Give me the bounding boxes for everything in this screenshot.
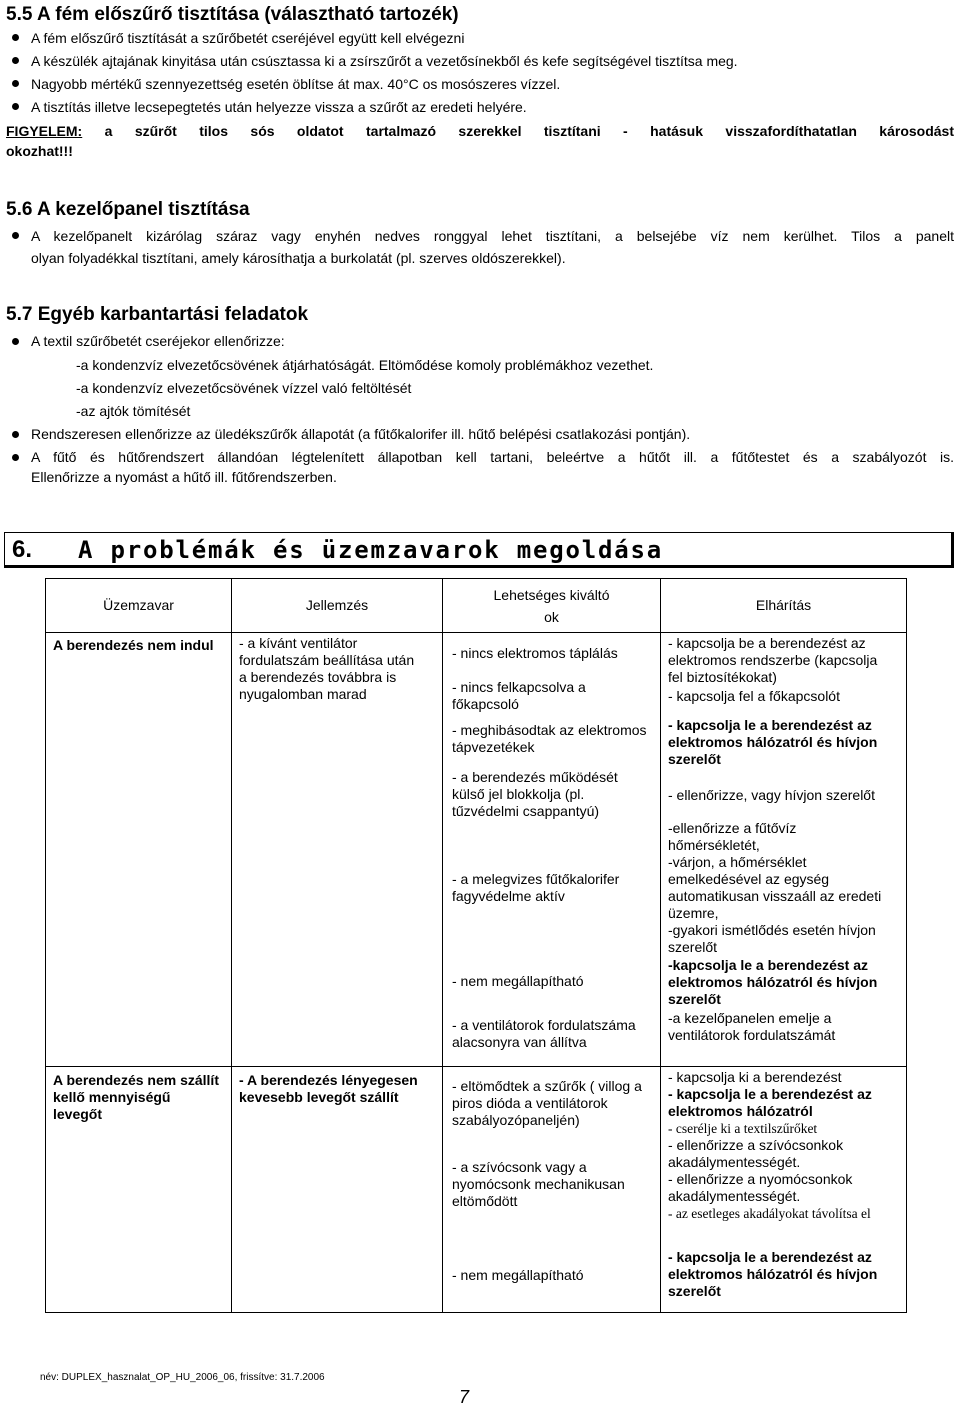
cause-text-line: - nem megállapítható bbox=[452, 973, 584, 989]
fix-text-line: elektromos hálózatról bbox=[668, 1103, 813, 1119]
cause-text bbox=[452, 1267, 584, 1284]
header-uzemzavar: Üzemzavar bbox=[103, 597, 174, 613]
fix-text-line: szerelőt bbox=[668, 751, 721, 767]
fix-text-line: szerelőt bbox=[668, 1283, 721, 1299]
table-row bbox=[46, 633, 907, 1067]
fix-text-line: hőmérsékletét, bbox=[668, 837, 760, 853]
section-6-heading-box bbox=[4, 532, 954, 568]
description-text-line: - A berendezés lényegesen bbox=[239, 1072, 418, 1088]
cause-text-line: főkapcsoló bbox=[452, 696, 519, 712]
s57-sub-item-1: -a kondenzvíz elvezetőcsövének átjárhatóságát. Eltömődése komoly problémákhoz vezethet. bbox=[76, 357, 654, 373]
fault-text-line: A berendezés nem szállít bbox=[53, 1072, 219, 1088]
fix-text-line: elektromos hálózatról és hívjon bbox=[668, 734, 878, 750]
header-jellemzes: Jellemzés bbox=[305, 597, 369, 613]
fix-text-line: akadálymentességét. bbox=[668, 1188, 801, 1204]
cause-text-line: szabályozópaneljén) bbox=[452, 1112, 580, 1128]
header-cell bbox=[232, 579, 443, 633]
fix-text bbox=[668, 1137, 871, 1222]
section-5-5-heading: 5.5 A fém előszűrő tisztítása (választható tartozék) bbox=[6, 4, 459, 25]
fault-text-line: levegőt bbox=[53, 1106, 103, 1122]
fault-cell bbox=[46, 633, 232, 1067]
fix-text-line: -kapcsolja le a berendezést az bbox=[668, 957, 868, 973]
table-header-row bbox=[46, 579, 907, 633]
cause-text-line: alacsonyra van állítva bbox=[452, 1034, 587, 1050]
cause-text bbox=[452, 645, 618, 662]
table-row bbox=[46, 1067, 907, 1313]
fix-text-line: - ellenőrizze a szívócsonkok bbox=[668, 1137, 844, 1153]
cause-text bbox=[452, 679, 586, 713]
cause-cell bbox=[443, 1067, 661, 1313]
cause-text-line: tűzvédelmi csappantyú) bbox=[452, 803, 600, 819]
bullet-icon bbox=[12, 232, 19, 239]
fix-cell bbox=[661, 1067, 907, 1313]
fix-text bbox=[668, 635, 877, 686]
fix-text-line: - kapcsolja be a berendezést az bbox=[668, 635, 866, 651]
s57-sub-item-3: -az ajtók tömítését bbox=[76, 403, 191, 419]
fix-text-line: automatikusan visszaáll az eredeti bbox=[668, 888, 882, 904]
cause-text-line: fagyvédelme aktív bbox=[452, 888, 565, 904]
s56-text-line-2: olyan folyadékkal tisztítani, amely károsíthatja a burkolatát (pl. szerves oldószerekkel). bbox=[31, 250, 566, 266]
description-text-line: kevesebb levegőt szállít bbox=[239, 1089, 399, 1105]
bullet-icon bbox=[12, 431, 19, 438]
troubleshooting-table bbox=[45, 578, 907, 1313]
warning-text: a szűrőt tilos sós oldatot tartalmazó szerekkel tisztítani - hatásuk visszafordíthatatlan károsodást bbox=[104, 123, 954, 139]
cause-text-line: - eltömődtek a szűrők ( villog a bbox=[452, 1078, 642, 1094]
cause-text-line: - meghibásodtak az elektromos bbox=[452, 722, 647, 738]
s57-bullet-2: Rendszeresen ellenőrizze az üledékszűrők állapotát (a fűtőkalorifer ill. hűtő belépési csatlakozási pontján). bbox=[31, 426, 691, 442]
fix-text bbox=[668, 787, 875, 804]
fix-text bbox=[668, 688, 840, 705]
fix-text-line: - ellenőrizze, vagy hívjon szerelőt bbox=[668, 787, 875, 803]
cause-text bbox=[452, 1017, 636, 1051]
fix-text bbox=[668, 1010, 835, 1044]
header-cell bbox=[661, 579, 907, 633]
cause-text-line: nyomócsonk mechanikusan bbox=[452, 1176, 625, 1192]
description-text bbox=[239, 635, 414, 703]
bullet-icon bbox=[12, 103, 19, 110]
cause-text-line: - nincs elektromos táplálás bbox=[452, 645, 618, 661]
cause-text-line: - nem megállapítható bbox=[452, 1267, 584, 1283]
fix-text-line: - kapcsolja fel a főkapcsolót bbox=[668, 688, 840, 704]
section-5-6-heading: 5.6 A kezelőpanel tisztítása bbox=[6, 199, 250, 220]
section-6-number: 6. bbox=[12, 536, 33, 563]
cause-text bbox=[452, 973, 584, 990]
cause-text-line: - a szívócsonk vagy a bbox=[452, 1159, 587, 1175]
s55-bullet-4: A tisztítás illetve lecsepegtetés után helyezze vissza a szűrőt az eredeti helyére. bbox=[31, 99, 527, 115]
fix-text-line: emelkedésével az egység bbox=[668, 871, 830, 887]
description-text bbox=[239, 1072, 418, 1106]
cause-text bbox=[452, 722, 647, 756]
fault-text: A berendezés nem indul bbox=[53, 637, 214, 653]
fix-text bbox=[668, 1249, 877, 1300]
cause-text-line: piros dióda a ventilátorok bbox=[452, 1095, 608, 1111]
fix-text-line: elektromos rendszerbe (kapcsolja bbox=[668, 652, 878, 668]
bullet-icon bbox=[12, 34, 19, 41]
fix-text-line: -gyakori ismétlődés esetén hívjon bbox=[668, 922, 876, 938]
s57-bullet-1: A textil szűrőbetét cseréjekor ellenőrizze: bbox=[31, 333, 285, 349]
description-text-line: a berendezés továbbra is bbox=[239, 669, 397, 685]
bullet-icon bbox=[12, 57, 19, 64]
fix-text-line: -a kezelőpanelen emelje a bbox=[668, 1010, 832, 1026]
fault-text bbox=[53, 1072, 219, 1123]
desc-cell bbox=[232, 633, 443, 1067]
fix-text-line: fel biztosítékokat) bbox=[668, 669, 777, 685]
description-text-line: nyugalomban marad bbox=[239, 686, 367, 702]
warning-line-2: okozhat!!! bbox=[6, 143, 73, 159]
s55-bullet-1: A fém előszűrő tisztítását a szűrőbetét cseréjével együtt kell elvégezni bbox=[31, 30, 465, 46]
fix-text-line: - kapcsolja ki a berendezést bbox=[668, 1069, 842, 1085]
s56-text-line-1: A kezelőpanelt kizárólag száraz vagy enyhén nedves ronggyal lehet tisztítani, a belsejébe víz nem kerülhet. Tilos a panelt bbox=[31, 228, 954, 244]
page-number: 7 bbox=[459, 1387, 470, 1407]
bullet-icon bbox=[12, 338, 19, 345]
fix-cell bbox=[661, 633, 907, 1067]
desc-cell bbox=[232, 1067, 443, 1313]
fix-text-line: elektromos hálózatról és hívjon bbox=[668, 1266, 878, 1282]
fix-text-line: szerelőt bbox=[668, 939, 718, 955]
fix-text-line: - cserélje ki a textilszűrőket bbox=[668, 1121, 818, 1136]
header-elharitas: Elhárítás bbox=[755, 597, 812, 613]
description-text-line: fordulatszám beállítása után bbox=[239, 652, 415, 668]
fix-text-line: akadálymentességét. bbox=[668, 1154, 801, 1170]
fix-text-line: -ellenőrizze a fűtővíz bbox=[668, 820, 797, 836]
s57-sub-item-2: -a kondenzvíz elvezetőcsövének vízzel való feltöltését bbox=[76, 380, 412, 396]
fix-text bbox=[668, 820, 881, 956]
cause-text-line: - a ventilátorok fordulatszáma bbox=[452, 1017, 636, 1033]
section-6-title: A problémák és üzemzavarok megoldása bbox=[78, 536, 663, 564]
cause-text-line: - nincs felkapcsolva a bbox=[452, 679, 586, 695]
header-cell bbox=[46, 579, 232, 633]
fix-text bbox=[668, 957, 877, 1008]
cause-text bbox=[452, 871, 619, 905]
s55-bullet-2: A készülék ajtajának kinyitása után csúsztassa ki a zsírszűrőt a vezetősínekből és kefe segítségével tisztítsa meg. bbox=[31, 53, 738, 69]
fix-text-line: - kapcsolja le a berendezést az bbox=[668, 1249, 872, 1265]
header-kivalto-line-1: Lehetséges kiváltó bbox=[493, 587, 610, 603]
s55-bullet-3: Nagyobb mértékű szennyezettség esetén öblítse át max. 40°C os mosószeres vízzel. bbox=[31, 76, 561, 92]
cause-cell bbox=[443, 633, 661, 1067]
fix-text-line: elektromos hálózatról és hívjon bbox=[668, 974, 878, 990]
s57-bullet-3-line-1: A fűtő és hűtőrendszert állandóan légtelenített állapotban kell tartani, beleértve a hűtőt ill. a fűtőtestet és a szabályozót is. bbox=[31, 449, 954, 465]
bullet-icon bbox=[12, 454, 19, 461]
description-text-line: - a kívánt ventilátor bbox=[239, 635, 358, 651]
fix-text-line: - kapcsolja le a berendezést az bbox=[668, 717, 872, 733]
header-cell bbox=[443, 579, 661, 633]
cause-text bbox=[452, 1078, 642, 1129]
fix-text-line: - ellenőrizze a nyomócsonkok bbox=[668, 1171, 853, 1187]
fix-text-line: üzemre, bbox=[668, 905, 719, 921]
s57-bullet-3-line-2: Ellenőrizze a nyomást a hűtő ill. fűtőrendszerben. bbox=[31, 469, 337, 485]
fix-text bbox=[668, 717, 877, 768]
fault-text-line: kellő mennyiségű bbox=[53, 1089, 171, 1105]
section-5-7-heading: 5.7 Egyéb karbantartási feladatok bbox=[6, 304, 309, 325]
cause-text bbox=[452, 1159, 625, 1210]
header-kivalto-line-2: ok bbox=[544, 609, 559, 625]
cause-text bbox=[452, 769, 618, 820]
cause-text-line: külső jel blokkolja (pl. bbox=[452, 786, 585, 802]
warning-label: FIGYELEM: bbox=[6, 123, 83, 139]
cause-text-line: - a melegvizes fűtőkalorifer bbox=[452, 871, 620, 887]
cause-text-line: - a berendezés működését bbox=[452, 769, 618, 785]
fault-cell bbox=[46, 1067, 232, 1313]
bullet-icon bbox=[12, 80, 19, 87]
cause-text-line: eltömődött bbox=[452, 1193, 518, 1209]
cause-text-line: tápvezetékek bbox=[452, 739, 535, 755]
warning-line-1 bbox=[6, 122, 954, 140]
fix-text-line: - az esetleges akadályokat távolítsa el bbox=[668, 1206, 871, 1221]
fix-text-line: -várjon, a hőmérséklet bbox=[668, 854, 807, 870]
footer-text: név: DUPLEX_hasznalat_OP_HU_2006_06, frissítve: 31.7.2006 bbox=[40, 1372, 325, 1383]
fix-text-line: szerelőt bbox=[668, 991, 721, 1007]
fix-text bbox=[668, 1069, 872, 1137]
fix-text-line: - kapcsolja le a berendezést az bbox=[668, 1086, 872, 1102]
fix-text-line: ventilátorok fordulatszámát bbox=[668, 1027, 836, 1043]
